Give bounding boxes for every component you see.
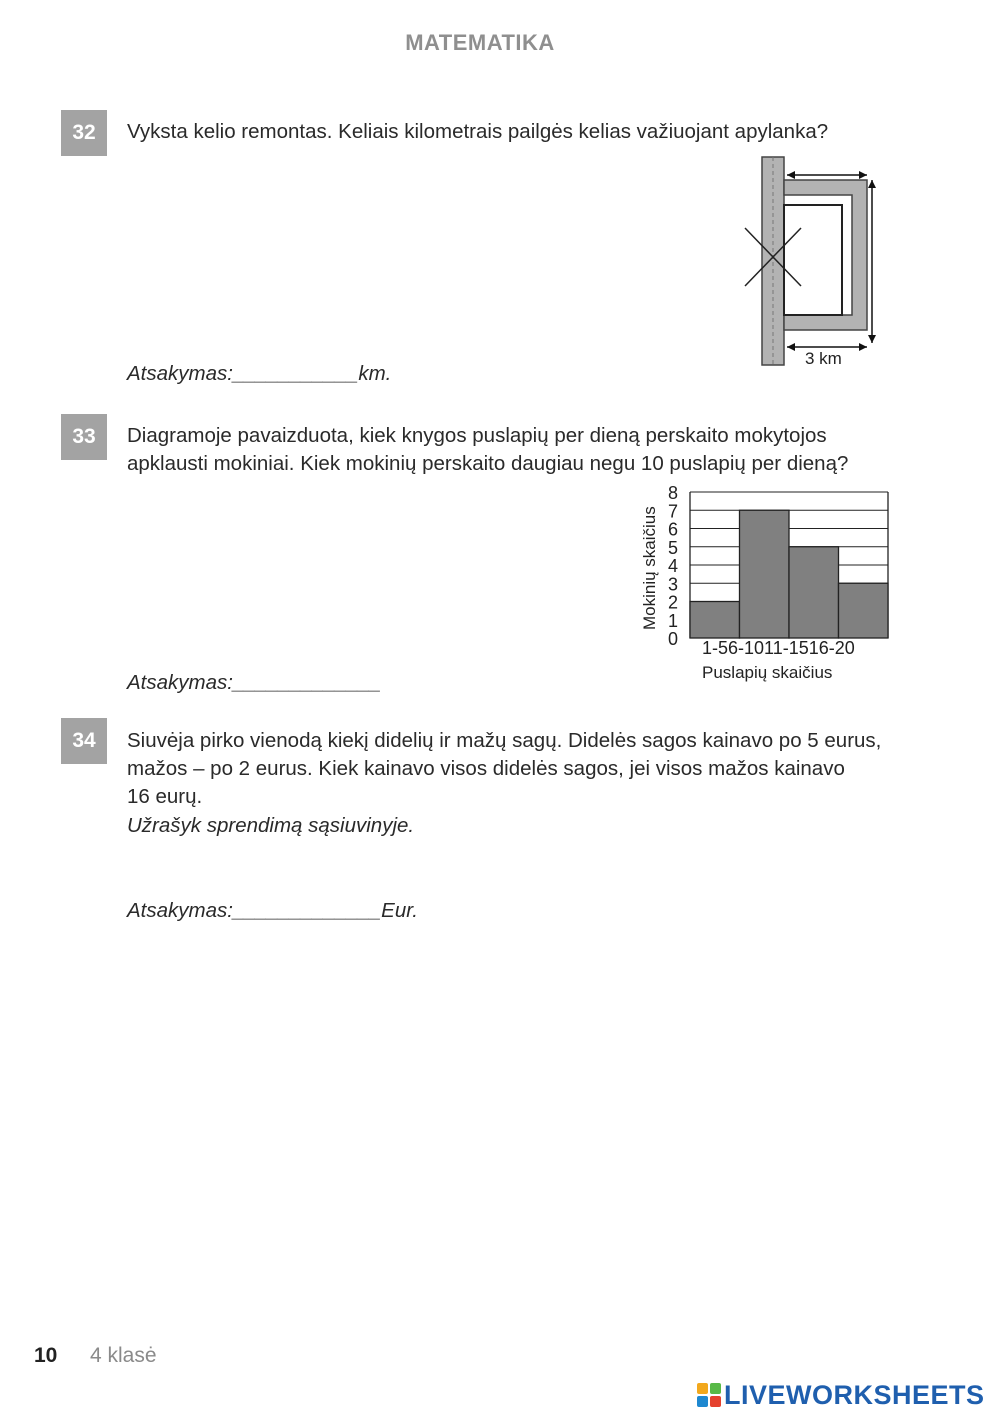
logo-square-2 — [710, 1383, 721, 1394]
top-arrow-head-left — [787, 171, 795, 179]
liveworksheets-logo-text: LIVEWORKSHEETS — [724, 1379, 985, 1410]
chart-y-tick-label: 7 — [668, 501, 679, 522]
chart-bars — [690, 510, 888, 638]
distance-label: 3 km — [805, 349, 842, 368]
chart-y-tick-label: 0 — [668, 629, 679, 649]
chart-bar-1-5 — [690, 602, 740, 639]
logo-square-4 — [710, 1396, 721, 1407]
pages-read-chart — [630, 478, 900, 688]
question-32-text: Vyksta kelio remontas. Keliais kilometrais pailgės kelias važiuojant apylanka? — [127, 120, 829, 143]
chart-y-tick-label: 2 — [668, 592, 679, 613]
liveworksheets-logo — [697, 1378, 985, 1412]
page-number: 10 — [34, 1344, 58, 1367]
question-34-instruction: Užrašyk sprendimą sąsiuvinyje. — [127, 814, 415, 837]
chart-y-tick-label: 4 — [668, 556, 679, 576]
chart-x-tick-labels: 1-56-1011-1516-20 — [702, 638, 855, 658]
question-34-text-line-2: mažos – po 2 eurus. Kiek kainavo visos didelės sagos, jei visos mažos kainavo — [127, 757, 845, 780]
chart-y-tick-label: 1 — [668, 610, 679, 631]
grade-label: 4 klasė — [90, 1344, 157, 1367]
page-subject-title: MATEMATIKA — [405, 30, 555, 55]
chart-y-tick-label: 3 — [668, 574, 679, 595]
detour-road-diagram — [735, 150, 895, 375]
bottom-arrow-head-right — [859, 343, 867, 351]
chart-bar-11-15 — [789, 547, 839, 638]
logo-square-3 — [697, 1396, 708, 1407]
chart-y-tick-label: 5 — [668, 537, 679, 558]
right-arrow-head-bottom — [868, 335, 876, 343]
chart-y-tick-label: 6 — [668, 519, 679, 540]
question-33-answer: Atsakymas:_____________ — [127, 671, 382, 694]
chart-y-tick-label: 8 — [668, 483, 679, 503]
logo-square-1 — [697, 1383, 708, 1394]
question-34-answer: Atsakymas:_____________Eur. — [127, 899, 418, 922]
liveworksheets-logo-icon — [697, 1383, 721, 1407]
question-32-number: 32 — [61, 110, 107, 156]
chart-bar-6-10 — [740, 510, 790, 638]
question-34-number: 34 — [61, 718, 107, 764]
chart-bar-16-20 — [839, 583, 889, 638]
question-34-text-line-1: Siuvėja pirko vienodą kiekį didelių ir mažų sagų. Didelės sagos kainavo po 5 eurus, — [127, 729, 882, 752]
question-33-text-line-1: Diagramoje pavaizduota, kiek knygos puslapių per dieną perskaito mokytojos — [127, 424, 827, 447]
question-34-text-line-3: 16 eurų. — [127, 785, 203, 808]
top-arrow-head-right — [859, 171, 867, 179]
detour-inner-block — [784, 205, 842, 315]
question-33-text-line-2: apklausti mokiniai. Kiek mokinių perskaito daugiau negu 10 puslapių per dieną? — [127, 452, 849, 475]
right-arrow-head-top — [868, 180, 876, 188]
chart-y-label: Mokinių skaičius — [640, 506, 659, 630]
question-33-number: 33 — [61, 414, 107, 460]
bottom-arrow-head-left — [787, 343, 795, 351]
chart-x-label: Puslapių skaičius — [702, 663, 833, 682]
question-32-answer: Atsakymas:___________km. — [127, 362, 392, 385]
chart-y-ticks — [668, 483, 678, 649]
